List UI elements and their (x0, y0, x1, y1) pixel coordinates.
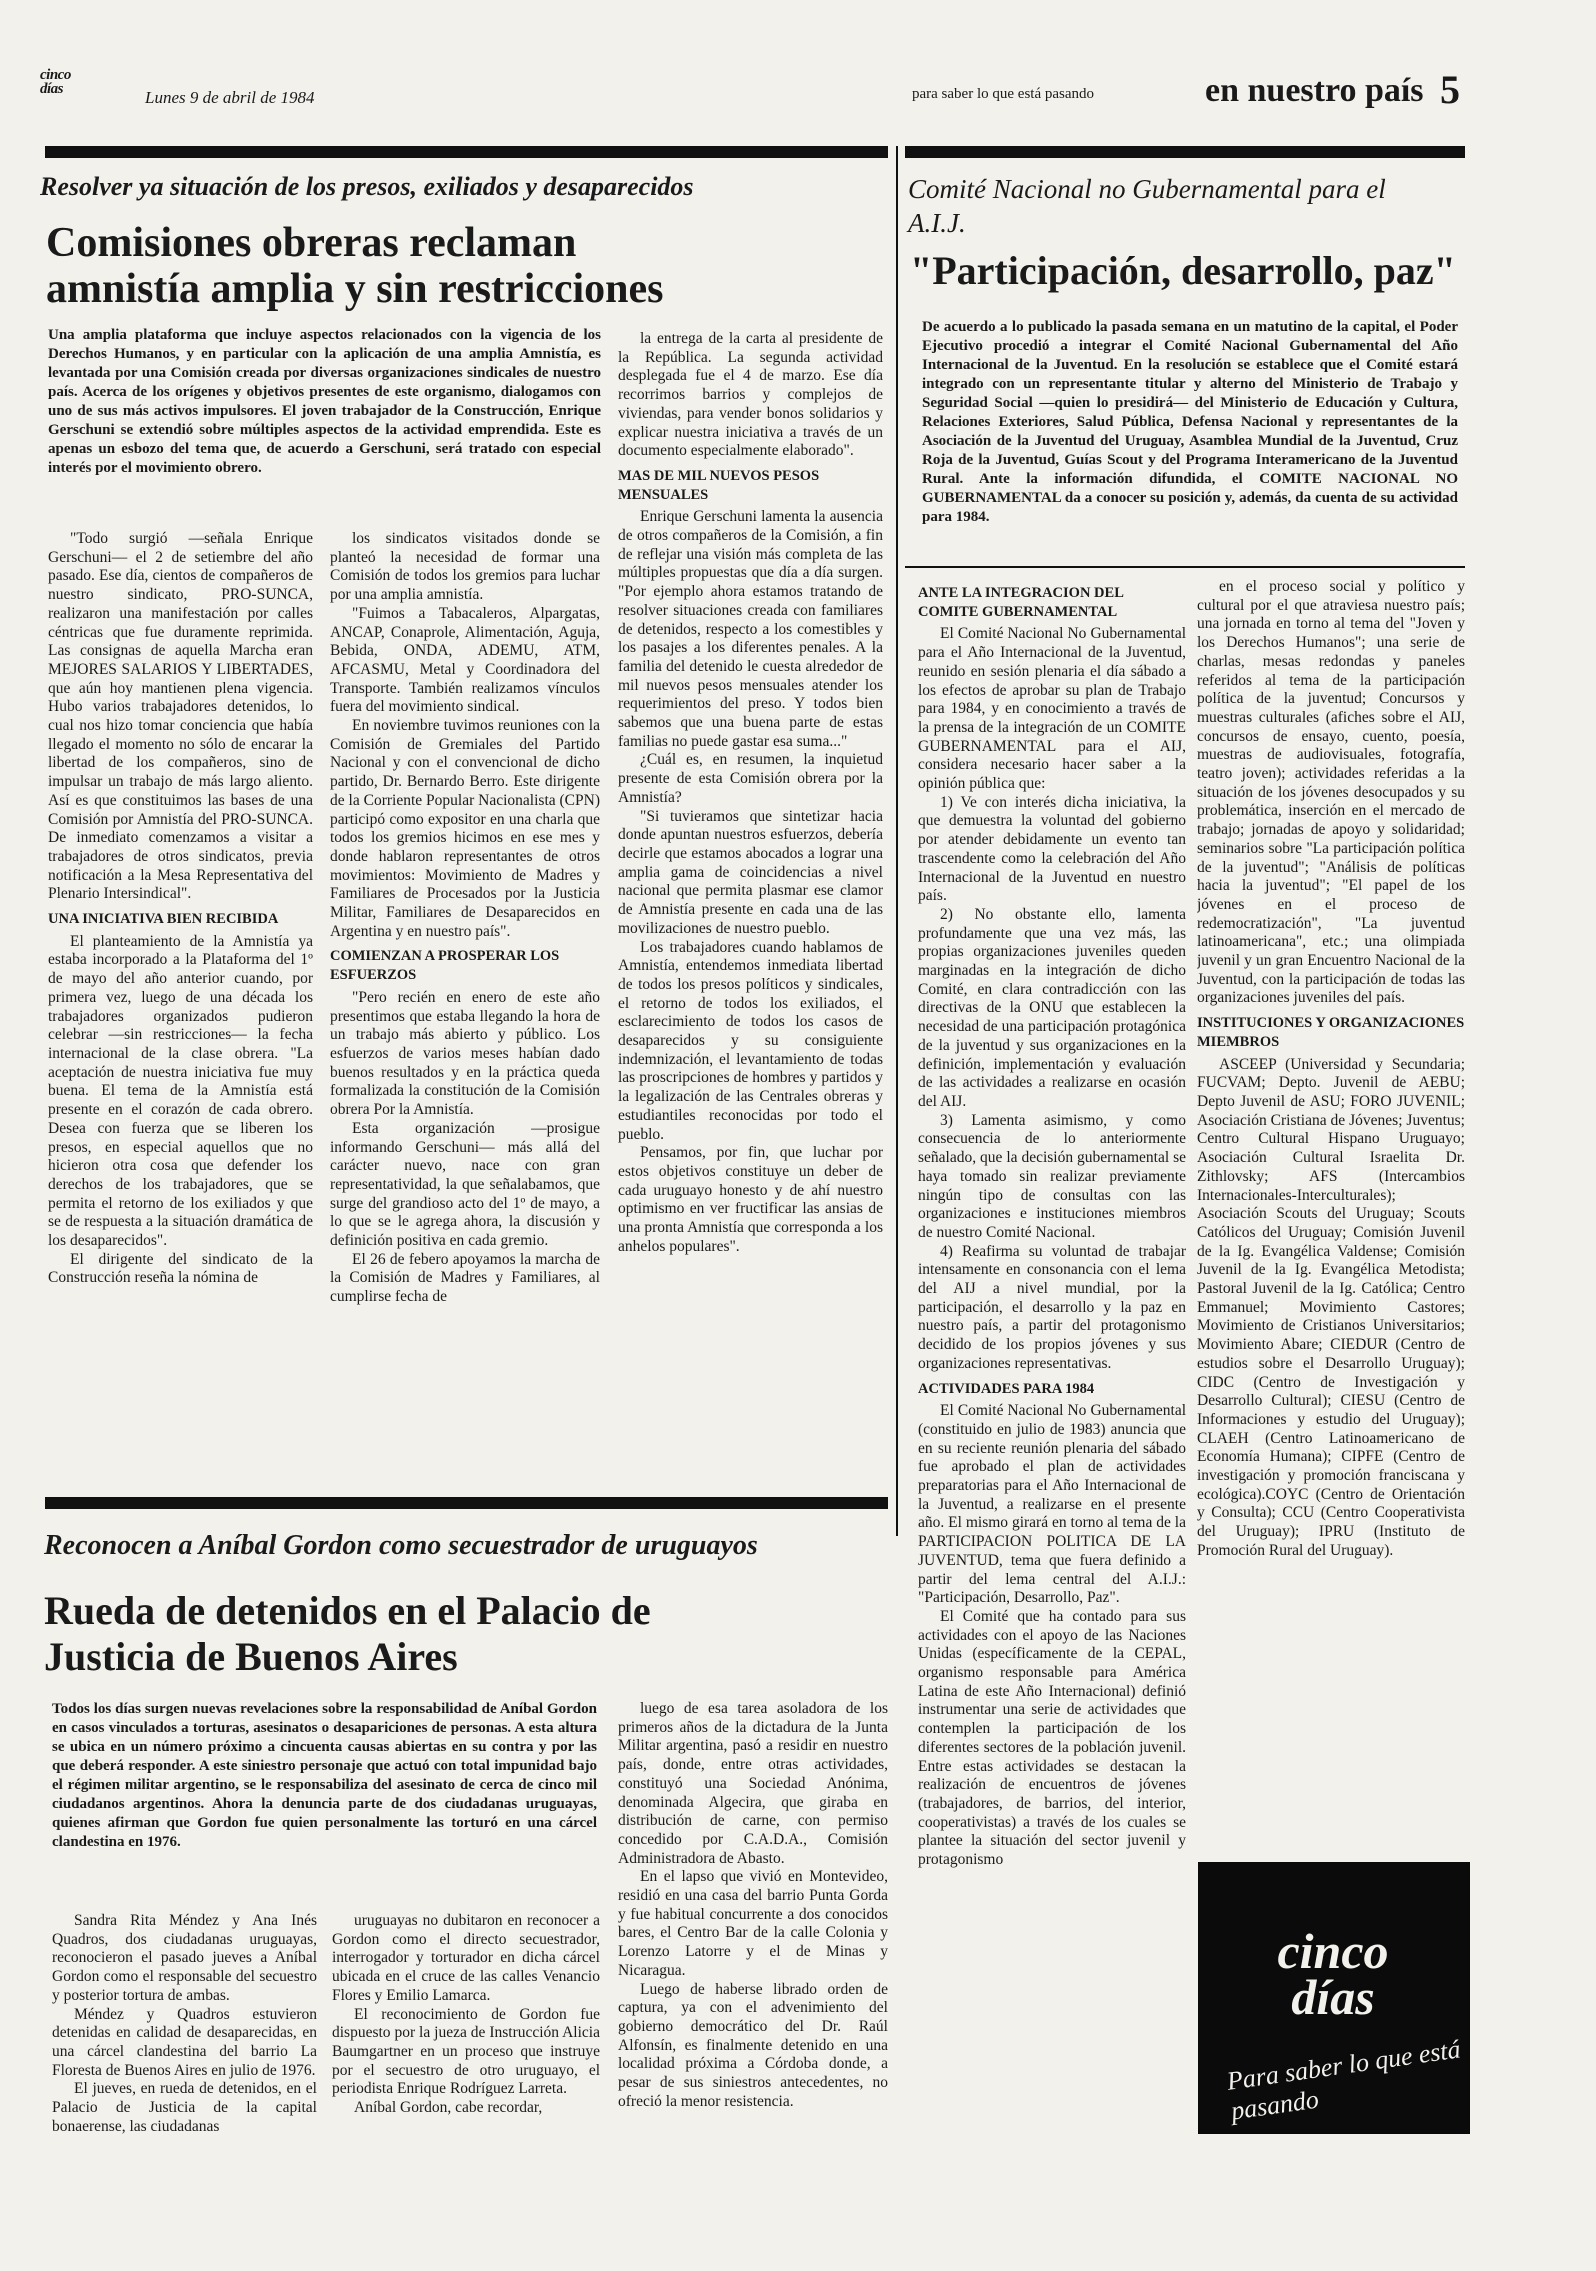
issue-date: Lunes 9 de abril de 1984 (145, 88, 315, 107)
paragraph: "Si tuvieramos que sintetizar hacia donde apuntan nuestros esfuerzos, debería decirle que estamos abocados a lograr una amplia gama de coincidencias a nivel nacional que permita plasmar ese clamor de Amnistía presente en cada una de las movilizaciones de nuestro pueblo. (618, 807, 883, 937)
promo-logo: cinco días (1277, 1923, 1389, 2025)
paragraph: En noviembre tuvimos reuniones con la Comisión de Gremiales del Partido Nacional y con el convencional de dicho partido, Dr. Bernardo Berro. Este dirigente de la Corriente Popular Nacionalista (CPN) participó como expositor en una charla que todos los gremios hicimos en ese mes y donde hablaron representantes de otros movimientos: Movimiento de Madres y Familiares de Procesados por la Justicia Militar, Familiares de Desaparecidos en Argentina y en nuestro país". (330, 717, 600, 940)
paragraph: El jueves, en rueda de detenidos, en el Palacio de Justicia de la capital bonaerense, las ciudadanas (52, 2080, 317, 2135)
article3-column-2 (332, 1912, 600, 2242)
article3-lead: Todos los días surgen nuevas revelaciones sobre la responsabilidad de Aníbal Gordon en casos vinculados a torturas, asesinatos o desapariciones de personas. A esta altura se ubica en un número próximo a cincuenta causas abiertas en su contra y por las que deberá responder. A este siniestro personaje que actuó con total impunidad bajo el régimen militar argentino, se le responsabiliza del asesinato de cerca de cinco mil ciudadanos argentinos. Ahora la denuncia parte de dos ciudadanas uruguayas, quienes afirman que Gordon fue quien personalmente las torturó en una cárcel clandestina en 1976. (52, 1701, 597, 1850)
article2-headline: "Participación, desarrollo, paz" (910, 248, 1456, 293)
paragraph: "Todo surgió —señala Enrique Gerschuni— el 2 de setiembre del año pasado. Ese día, cientos de compañeros de nuestro sindicato, PRO-SUNCA, realizaron una manifestación por calles céntricas que fue duramente reprimida. Las consignas de aquella Marcha eran MEJORES SALARIOS Y LIBERTADES, que aún hoy mantienen plena vigencia. Hubo varios trabajadores detenidos, lo cual nos hizo tomar conciencia que había llegado el momento no sólo de encarar la libertad de los compañeros, sino de impulsar un trabajo de más largo aliento. Así es que constituimos las bases de una Comisión por Amnistía del PRO-SUNCA. De inmediato comenzamos a visitar a trabajadores de otros sindicatos, previa notificación a la Mesa Representativa del Plenario Intersindical". (48, 530, 313, 903)
paragraph: En el lapso que vivió en Montevideo, residió en una casa del barrio Punta Gorda y fue habitual concurrente a dos conocidos bares, el Centro Bar de la calle Colonia y Lorenzo Latorre y el de Minas y Nicaragua. (618, 1868, 888, 1979)
masthead-logo: cinco días (40, 67, 71, 97)
paragraph: 2) No obstante ello, lamenta profundamente que una vez más, las propias organizaciones juveniles queden marginadas en la integración de dicho Comité, en clara contradicción con las directivas de la ONU que establecen la necesidad de una participación protagónica de la juventud y sus organizaciones en la definición, implementación y evaluación de las actividades a realizarse en ocasión del AIJ. (918, 905, 1186, 1110)
paragraph: ¿Cuál es, en resumen, la inquietud presente de esta Comisión obrera por la Amnistía? (618, 751, 883, 806)
paragraph: El dirigente del sindicato de la Construcción reseña la nómina de (48, 1250, 313, 1287)
paragraph: "Fuimos a Tabacaleros, Alpargatas, ANCAP, Conaprole, Alimentación, Aguja, Bebida, ONDA, ADEMU, ATM, AFCASMU, Metal y Coordinadora del Transporte. También realizamos vínculos fuera del movimiento sindical. (330, 604, 600, 716)
paragraph: Sandra Rita Méndez y Ana Inés Quadros, dos ciudadanas uruguayas, reconocieron el pasado jueves a Aníbal Gordon como el responsable del secuestro y posterior tortura de ambas. (52, 1912, 317, 2004)
paragraph: Los trabajadores cuando hablamos de Amnistía, entendemos inmediata libertad de todos los presos políticos y sindicales, el retorno de todos los exiliados, el esclarecimiento de todos los casos de desaparecidos y su consiguiente indemnización, el levantamiento de todas las proscripciones de hombres y partidos y la legalización de las Centrales obreras y estudiantiles reconocidas por todo el pueblo. (618, 938, 883, 1143)
paragraph: ASCEEP (Universidad y Secundaria; FUCVAM; Depto. Juvenil de AEBU; Depto Juvenil de ASU; FORO JUVENIL; Asociación Cristiana de Jóvenes; Juventus; Centro Cultural Hispano Uruguayo; Asociación Cultural Israelita Dr. Zithlovsky; AFS (Intercambios Internacionales-Interculturales); Asociación Scouts del Uruguay; Scouts Católicos del Uruguay; Comisión Juvenil de la Ig. Evangélica Valdense; Comisión Juvenil de la Ig. Evangélica Metodista; Pastoral Juvenil de la Ig. Católica; Centro Emmanuel; Movimiento Castores; Movimiento de Cristianos Universitarios; Movimiento Abare; CIEDUR (Centro de estudios sobre el Desarrollo Uruguay); CIDC (Centro de Investigación y Desarrollo Cultural); CIESU (Centro de Informaciones y estudio del Uruguay); CLAEH (Centro Latinoamericano de Economía Humana); CIPFE (Centro de investigación y promoción franciscana y ecológica).COYC (Centro de Orientación y Consulta); CCU (Centro Cooperativista del Uruguay); IPRU (Instituto de Promoción Rural del Uruguay). (1197, 1055, 1465, 1559)
article3-headline: Rueda de detenidos en el Palacio de Justicia de Buenos Aires (44, 1588, 651, 1679)
article1-lead: Una amplia plataforma que incluye aspectos relacionados con la vigencia de los Derechos Humanos, y en particular con la aplicación de una amplia Amnistía, es levantada por una Comisión creada por diversas organizaciones sindicales de nuestro país. Acerca de los orígenes y objetivos presentes de este organismo, dialogamos con uno de sus más activos impulsores. El joven trabajador de la Construcción, Enrique Gerschuni se extendió sobre múltiples aspectos de la actividad emprendida. Este es apenas un esbozo del tema que, de acuerdo a Gerschuni, será tratado con especial interés por el movimiento obrero. (48, 327, 601, 476)
paragraph: 1) Ve con interés dicha iniciativa, la que demuestra la voluntad del gobierno por atender debidamente un evento tan trascendente como la celebración del Año Internacional de la Juventud en nuestro país. (918, 793, 1186, 905)
section-title: en nuestro país (1205, 72, 1424, 109)
article3-column-3 (618, 1700, 888, 2240)
paragraph: luego de esa tarea asoladora de los primeros años de la dictadura de la Junta Militar argentina, pasó a residir en nuestro país, donde, entre otras actividades, constituyó una Sociedad Anónima, denominada Algecira, que giraba en distribución de carne, con permiso concedido por C.A.D.A., Comisión Administradora de Abasto. (618, 1700, 888, 1867)
article1-column-1 (48, 530, 313, 1460)
column-divider (896, 146, 898, 1536)
article1-column-3 (618, 330, 883, 1460)
paragraph: Pensamos, por fin, que luchar por estos objetivos constituye un deber de cada uruguayo honesto y de ahí nuestro optimismo en ver fructificar las ansias de una pronta Amnistía que corresponda a los anhelos populares". (618, 1144, 883, 1255)
subheading: ANTE LA INTEGRACION DEL COMITE GUBERNAMENTAL (918, 585, 1124, 620)
subheading: COMIENZAN A PROSPERAR LOS ESFUERZOS (330, 948, 560, 984)
article2-kicker: Comité Nacional no Gubernamental para el A.I.J. (908, 174, 1386, 238)
paragraph: El reconocimiento de Gordon fue dispuesto por la jueza de Instrucción Alicia Baumgartner en un proceso que instruye por el secuestro de otro uruguayo, el periodista Enrique Rodríguez Larreta. (332, 2005, 600, 2098)
paragraph: Luego de haberse librado orden de captura, ya con el advenimiento del gobierno democrático del Dr. Raúl Alfonsín, es finalmente detenido en una localidad próxima a Córdoba donde, a pesar de sus siniestros antecedentes, no ofreció la menor resistencia. (618, 1980, 888, 2110)
subheading: MAS DE MIL NUEVOS PESOS MENSUALES (618, 467, 820, 503)
article2-column-1 (918, 578, 1186, 2228)
header-rule-left (45, 146, 888, 158)
paragraph: la entrega de la carta al presidente de la República. La segunda actividad desplegada fue el 4 de marzo. Ese día recorrimos barrios y complejos de viviendas, para vender bonos solidarios y explicar nuestra iniciativa a través de un documento especialmente elaborado". (618, 330, 883, 460)
paragraph: Aníbal Gordon, cabe recordar, (354, 2099, 543, 2117)
subheading: INSTITUCIONES Y ORGANIZACIONES MIEMBROS (1197, 1015, 1465, 1050)
article2-column-2 (1197, 578, 1465, 1818)
paragraph: Enrique Gerschuni lamenta la ausencia de otros compañeros de la Comisión, a fin de reflejar una visión más completa de las múltiples propuestas que día a día surgen. "Por ejemplo ahora estamos tratando de resolver situaciones creada con familiares de detenidos, respecto a los comestibles y los pasajes a los diferentes penales. A la familia del detenido le cuesta alrededor de mil nuevos pesos mensuales atender los requerimientos del preso. Y todos bien sabemos que una buena parte de estas familias no puede gastar esa suma..." (618, 508, 883, 750)
article3-kicker: Reconocen a Aníbal Gordon como secuestrador de uruguayos (44, 1530, 758, 1561)
paragraph: El Comité Nacional No Gubernamental (constituido en julio de 1983) anuncia que en su reciente reunión plenaria del sábado fue aprobado el plan de actividades preparatorias para el Año Internacional de la Juventud, a realizarse en el presente año. El mismo girará en torno al tema de la PARTICIPACION POLITICA DE LA JUVENTUD, tema que fuera definido a partir del lema central del A.I.J.: "Participación, Desarrollo, Paz". (918, 1402, 1186, 1607)
article2-lead: De acuerdo a lo publicado la pasada semana en un matutino de la capital, el Poder Ejecutivo procedió a integrar el Comité Nacional Gubernamental del Año Internacional de la Juventud. En la resolución se establece que el Comité estará integrado con un representante titular y alterno del Ministerio de Trabajo y Seguridad Social —quien lo presidirá— del Ministerio de Educación y Cultura, Relaciones Exteriores, Salud Pública, Defensa Nacional y representantes de la Asociación de la Juventud del Uruguay, Asamblea Mundial de la Juventud, Cruz Roja de la Juventud, Guías Scout y del Programa Interamericano de la Juventud Rural. Ante la información difundida, el COMITE NACIONAL NO GUBERNAMENTAL da a conocer su posición y, además, da cuenta de su actividad para 1984. (922, 319, 1458, 525)
article1-headline: Comisiones obreras reclaman amnistía amplia y sin restricciones (46, 220, 664, 312)
subheading: UNA INICIATIVA BIEN RECIBIDA (48, 911, 279, 928)
page-number: 5 (1440, 67, 1460, 112)
article3-rule (45, 1497, 888, 1509)
paragraph: El planteamiento de la Amnistía ya estaba incorporado a la Plataforma del 1º de mayo del año anterior cuando, por primera vez, luego de una década los trabajadores organizados pudieron celebrar —sin restricciones— la fecha internacional de la clase obrera. "La aceptación de nuestra iniciativa fue muy buena. El tema de la Amnistía está presente en el corazón de cada obrero. Desea con fuerza que se liberen los presos, en especial aquellos que no hicieron otra cosa que defender los derechos de los trabajadores, que se permita el retorno de los exiliados y que se de respuesta a la situación dramática de los desaparecidos". (48, 932, 313, 1250)
promo-box (1198, 1862, 1470, 2134)
paragraph: en el proceso social y político y cultural por el que atraviesa nuestro país; una jornada en torno al tema del "Joven y los Derechos Humanos"; una serie de charlas, mesas redondas y paneles referidos al tema de la participación política de la juventud; Concursos y muestras culturales (afiches sobre el AIJ, concursos de ensayo, cuento, poesía, muestras de audiovisuales, fotografía, teatro joven); actividades referidas a la situación de los jóvenes desocupados y su problemática, inserción en el mercado de trabajo; jornadas de apoyo y solidaridad; seminarios sobre "La participación política de la juventud"; "Análisis de políticas hacia la juventud"; "El papel de los jóvenes en el proceso de redemocratización", "La juventud latinoamericana", etc.; una olimpiada juvenil y un gran Encuentro Nacional de la Juventud, con la participación de todas las organizaciones juveniles del país. (1197, 578, 1465, 1007)
subheading: ACTIVIDADES PARA 1984 (918, 1380, 1095, 1397)
article2-lead-rule (905, 566, 1465, 568)
paragraph: uruguayas no dubitaron en reconocer a Gordon como el directo secuestrador, interrogador y torturador en dicha cárcel ubicada en el cruce de las calles Venancio Flores y Emilio Lamarca. (332, 1912, 600, 2004)
header-rule-right (905, 146, 1465, 158)
paragraph: 3) Lamenta asimismo, y como consecuencia de lo anteriormente señalado, que la decisión gubernamental se haya tomado sin realizar previamente ningún tipo de consultas con las organizaciones e instituciones miembros de nuestro Comité Nacional. (918, 1111, 1186, 1241)
paragraph: El Comité que ha contado para sus actividades con el apoyo de las Naciones Unidas (específicamente de la CEPAL, organismo responsable para América Latina de este Año Internacional) definió instrumentar una serie de actividades que contemplen la participación de los diferentes sectores de la población juvenil. Entre estas actividades se destacan la realización de encuentros de jóvenes (trabajadores, de barrios, del interior, cooperativistas) a través de los cuales se plantee la situación del sector juvenil y protagonismo (918, 1607, 1186, 1869)
paragraph: El Comité Nacional No Gubernamental para el Año Internacional de la Juventud, reunido en sesión plenaria el día sábado a los efectos de aprobar su plan de Trabajo para 1984, y en conocimiento a través de la prensa de la integración de un COMITE GUBERNAMENTAL para el AIJ, considera necesario hacer saber a la opinión pública que: (918, 625, 1186, 793)
tagline: para saber lo que está pasando (912, 86, 1095, 102)
article3-column-1 (52, 1912, 317, 2242)
article1-kicker: Resolver ya situación de los presos, exiliados y desaparecidos (40, 172, 694, 201)
paragraph: El 26 de febero apoyamos la marcha de la Comisión de Madres y Familiares, al cumplirse fecha de (330, 1250, 600, 1306)
article1-column-2 (330, 530, 600, 1460)
paragraph: 4) Reafirma su voluntad de trabajar intensamente en consonancia con el lema del AIJ a nivel mundial, por la participación, el desarrollo y la paz en nuestro país, a partir del protagonismo decidido de los propios jóvenes y sus organizaciones representativas. (918, 1242, 1186, 1372)
paragraph: los sindicatos visitados donde se planteó la necesidad de formar una Comisión de todos los gremios para luchar por una amplia amnistía. (330, 530, 600, 604)
paragraph: Méndez y Quadros estuvieron detenidas en calidad de desaparecidas, en una cárcel clandestina del barrio La Floresta de Buenos Aires en julio de 1976. (52, 2005, 317, 2079)
paragraph: Esta organización —prosigue informando Gerschuni— más allá del carácter nuevo, nace con gran representatividad, la que señalabamos, que surge del grandioso acto del 1º de mayo, a lo que se le agrega ahora, la discusión y definición positiva en cada gremio. (330, 1119, 600, 1250)
promo-slogan: Para saber lo que está pasando (1225, 2034, 1463, 2126)
paragraph: "Pero recién en enero de este año presentimos que estaba llegando la hora de un trabajo más abierto y público. Los esfuerzos de varios meses habían dado buenos resultados y en la práctica queda formalizada la constitución de la Comisión obrera Por la Amnistía. (330, 988, 600, 1119)
